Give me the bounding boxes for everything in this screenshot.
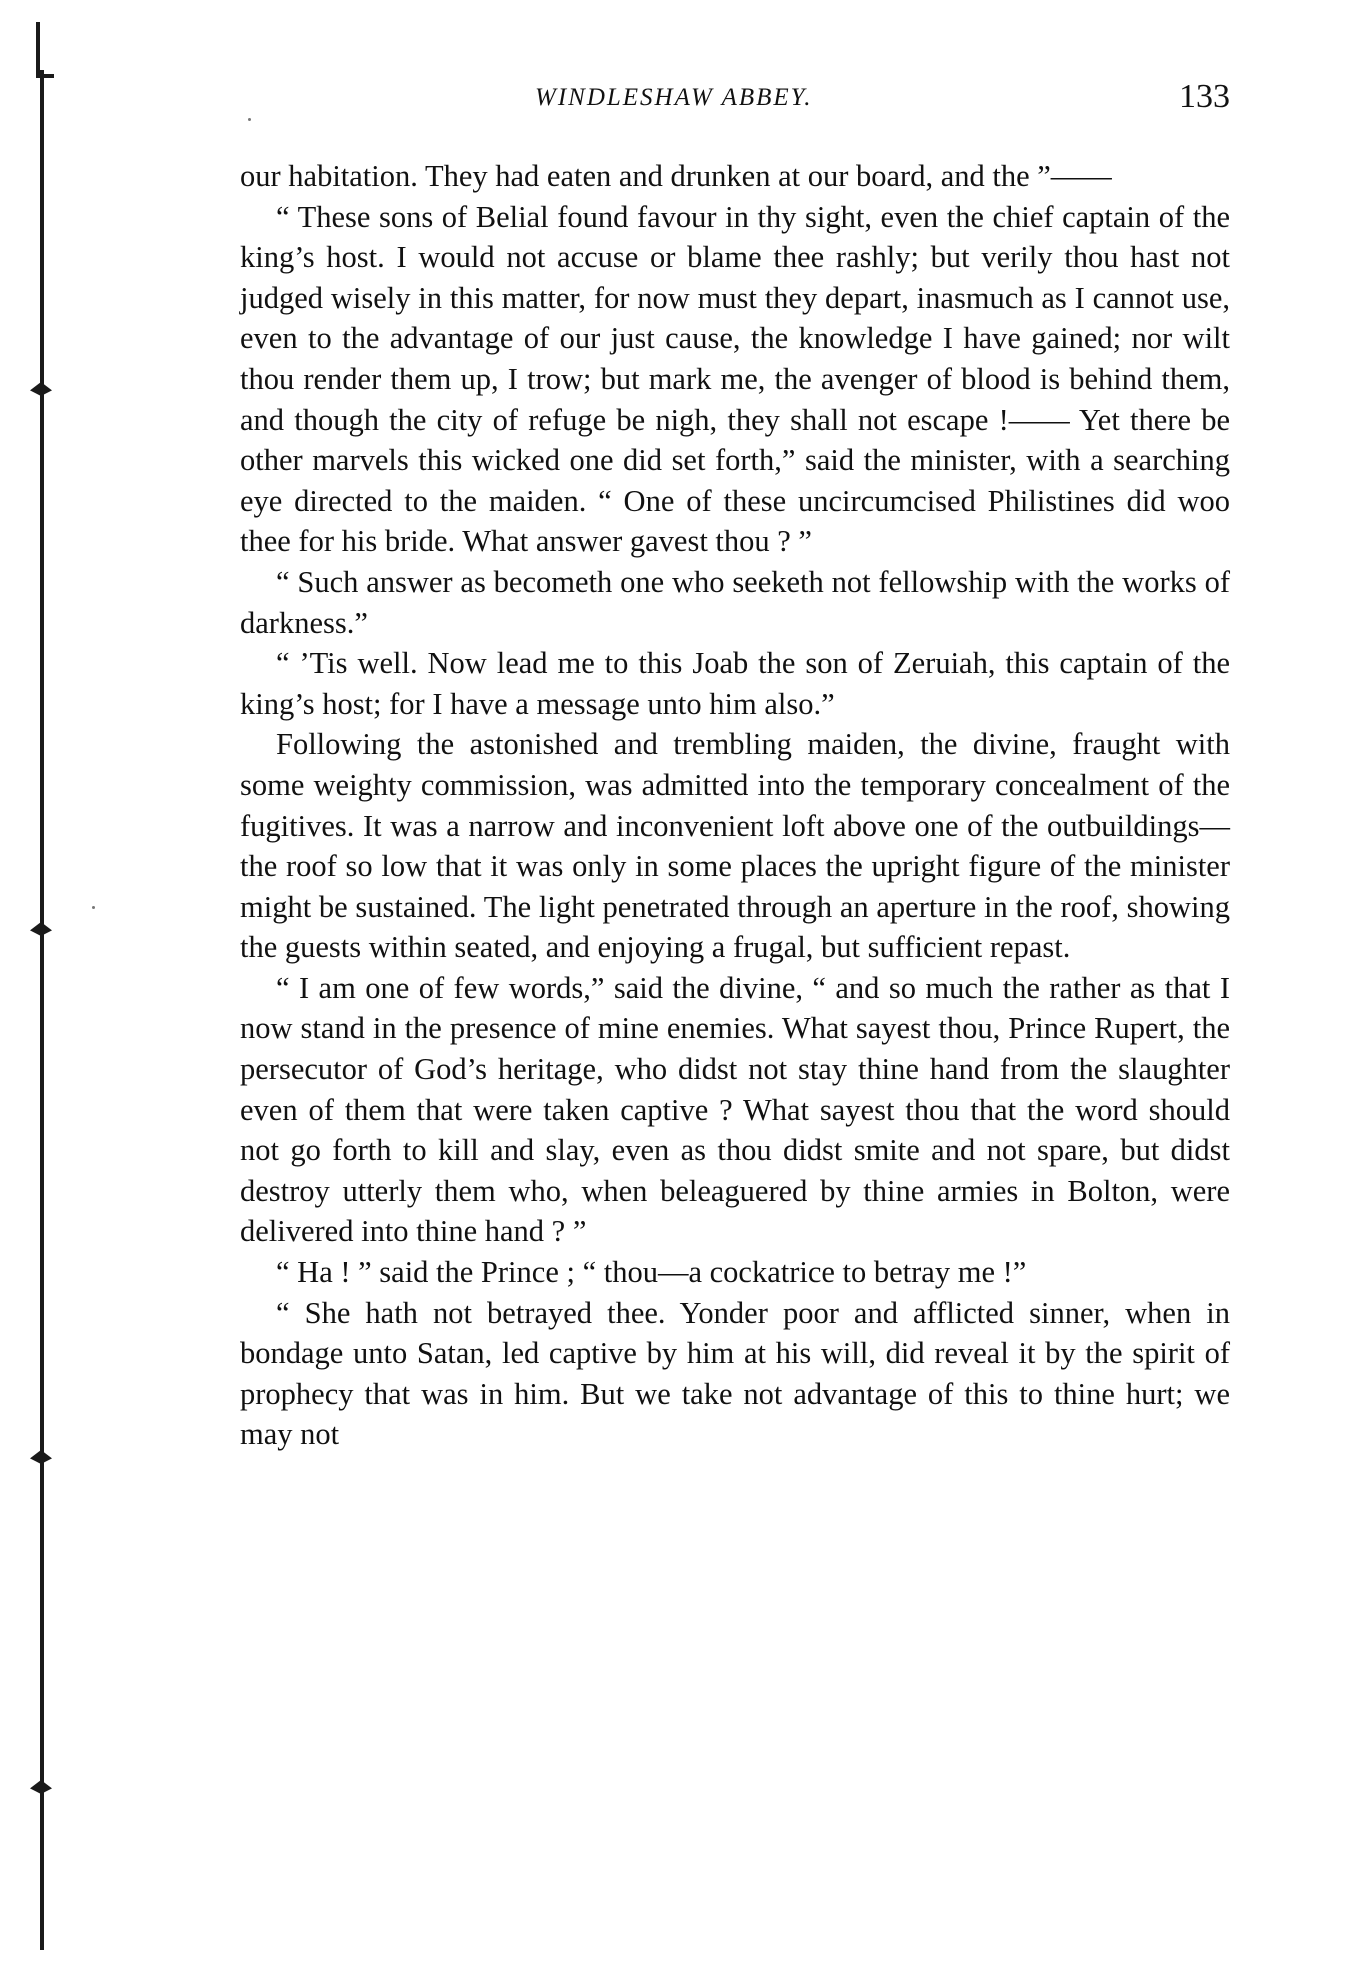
page-header bbox=[240, 78, 1230, 128]
paragraph: Following the astonished and trembling maiden, the divine, fraught with some weighty commission, was admitted into the temporary concealment of the fugitives. It was a narrow and inconvenient loft above one of the outbuildings—the roof so low that it was only in some places the upright figure of the minister might be sustained. The light penetrated through an aperture in the roof, showing the guests within seated, and enjoying a frugal, but sufficient repast. bbox=[240, 727, 1230, 965]
paragraph: “ Ha ! ” said the Prince ; “ thou—a cockatrice to betray me !” bbox=[276, 1255, 1027, 1290]
binding-stitch-mark bbox=[30, 1450, 52, 1464]
binding-line bbox=[40, 70, 44, 1950]
binding-stitch-mark bbox=[30, 382, 52, 396]
binding-stitch-mark bbox=[30, 1780, 52, 1794]
body-text bbox=[240, 156, 1230, 1455]
paragraph: “ I am one of few words,” said the divine, “ and so much the rather as that I now stand in the presence of mine enemies. What sayest thou, Prince Rupert, the persecutor of God’s heritage, who didst not stay thine hand from the slaughter even of them that were taken captive ? What sayest thou that the word should not go forth to kill and slay, even as thou didst smite and not spare, but didst destroy utterly them who, when beleaguered by thine armies in Bolton, were delivered into thine hand ? ” bbox=[240, 970, 1230, 1249]
page-number: 133 bbox=[1179, 78, 1230, 115]
binding-top-mark bbox=[36, 22, 54, 78]
paragraph: our habitation. They had eaten and drunken at our board, and the ”—— bbox=[240, 159, 1112, 193]
paragraph: “ She hath not betrayed thee. Yonder poor and afflicted sinner, when in bondage unto Satan, led captive by him at his will, did reveal it by the spirit of prophecy that was in him. But we take not advantage of this to thine hurt; we may not bbox=[240, 1295, 1230, 1452]
paragraph: “ Such answer as becometh one who seeketh not fellowship with the works of darkness.” bbox=[240, 564, 1230, 640]
print-speck bbox=[92, 906, 95, 909]
binding-stitch-mark bbox=[30, 922, 52, 936]
running-title: WINDLESHAW ABBEY. bbox=[535, 84, 813, 111]
paragraph: “ ’Tis well. Now lead me to this Joab the son of Zeruiah, this captain of the king’s host; for I have a message unto him also.” bbox=[240, 646, 1230, 721]
paragraph: “ These sons of Belial found favour in thy sight, even the chief captain of the king’s host. I would not accuse or blame thee rashly; but verily thou hast not judged wisely in this matter, for now must they depart, inasmuch as I cannot use, even to the advantage of our just cause, the knowledge I have gained; nor wilt thou render them up, I trow; but mark me, the avenger of blood is behind them, and though the city of refuge be nigh, they shall not escape !—— Yet there be other marvels this wicked one did set forth,” said the minister, with a searching eye directed to the maiden. “ One of these uncircumcised Philistines did woo thee for his bride. What answer gavest thou ? ” bbox=[240, 199, 1230, 559]
